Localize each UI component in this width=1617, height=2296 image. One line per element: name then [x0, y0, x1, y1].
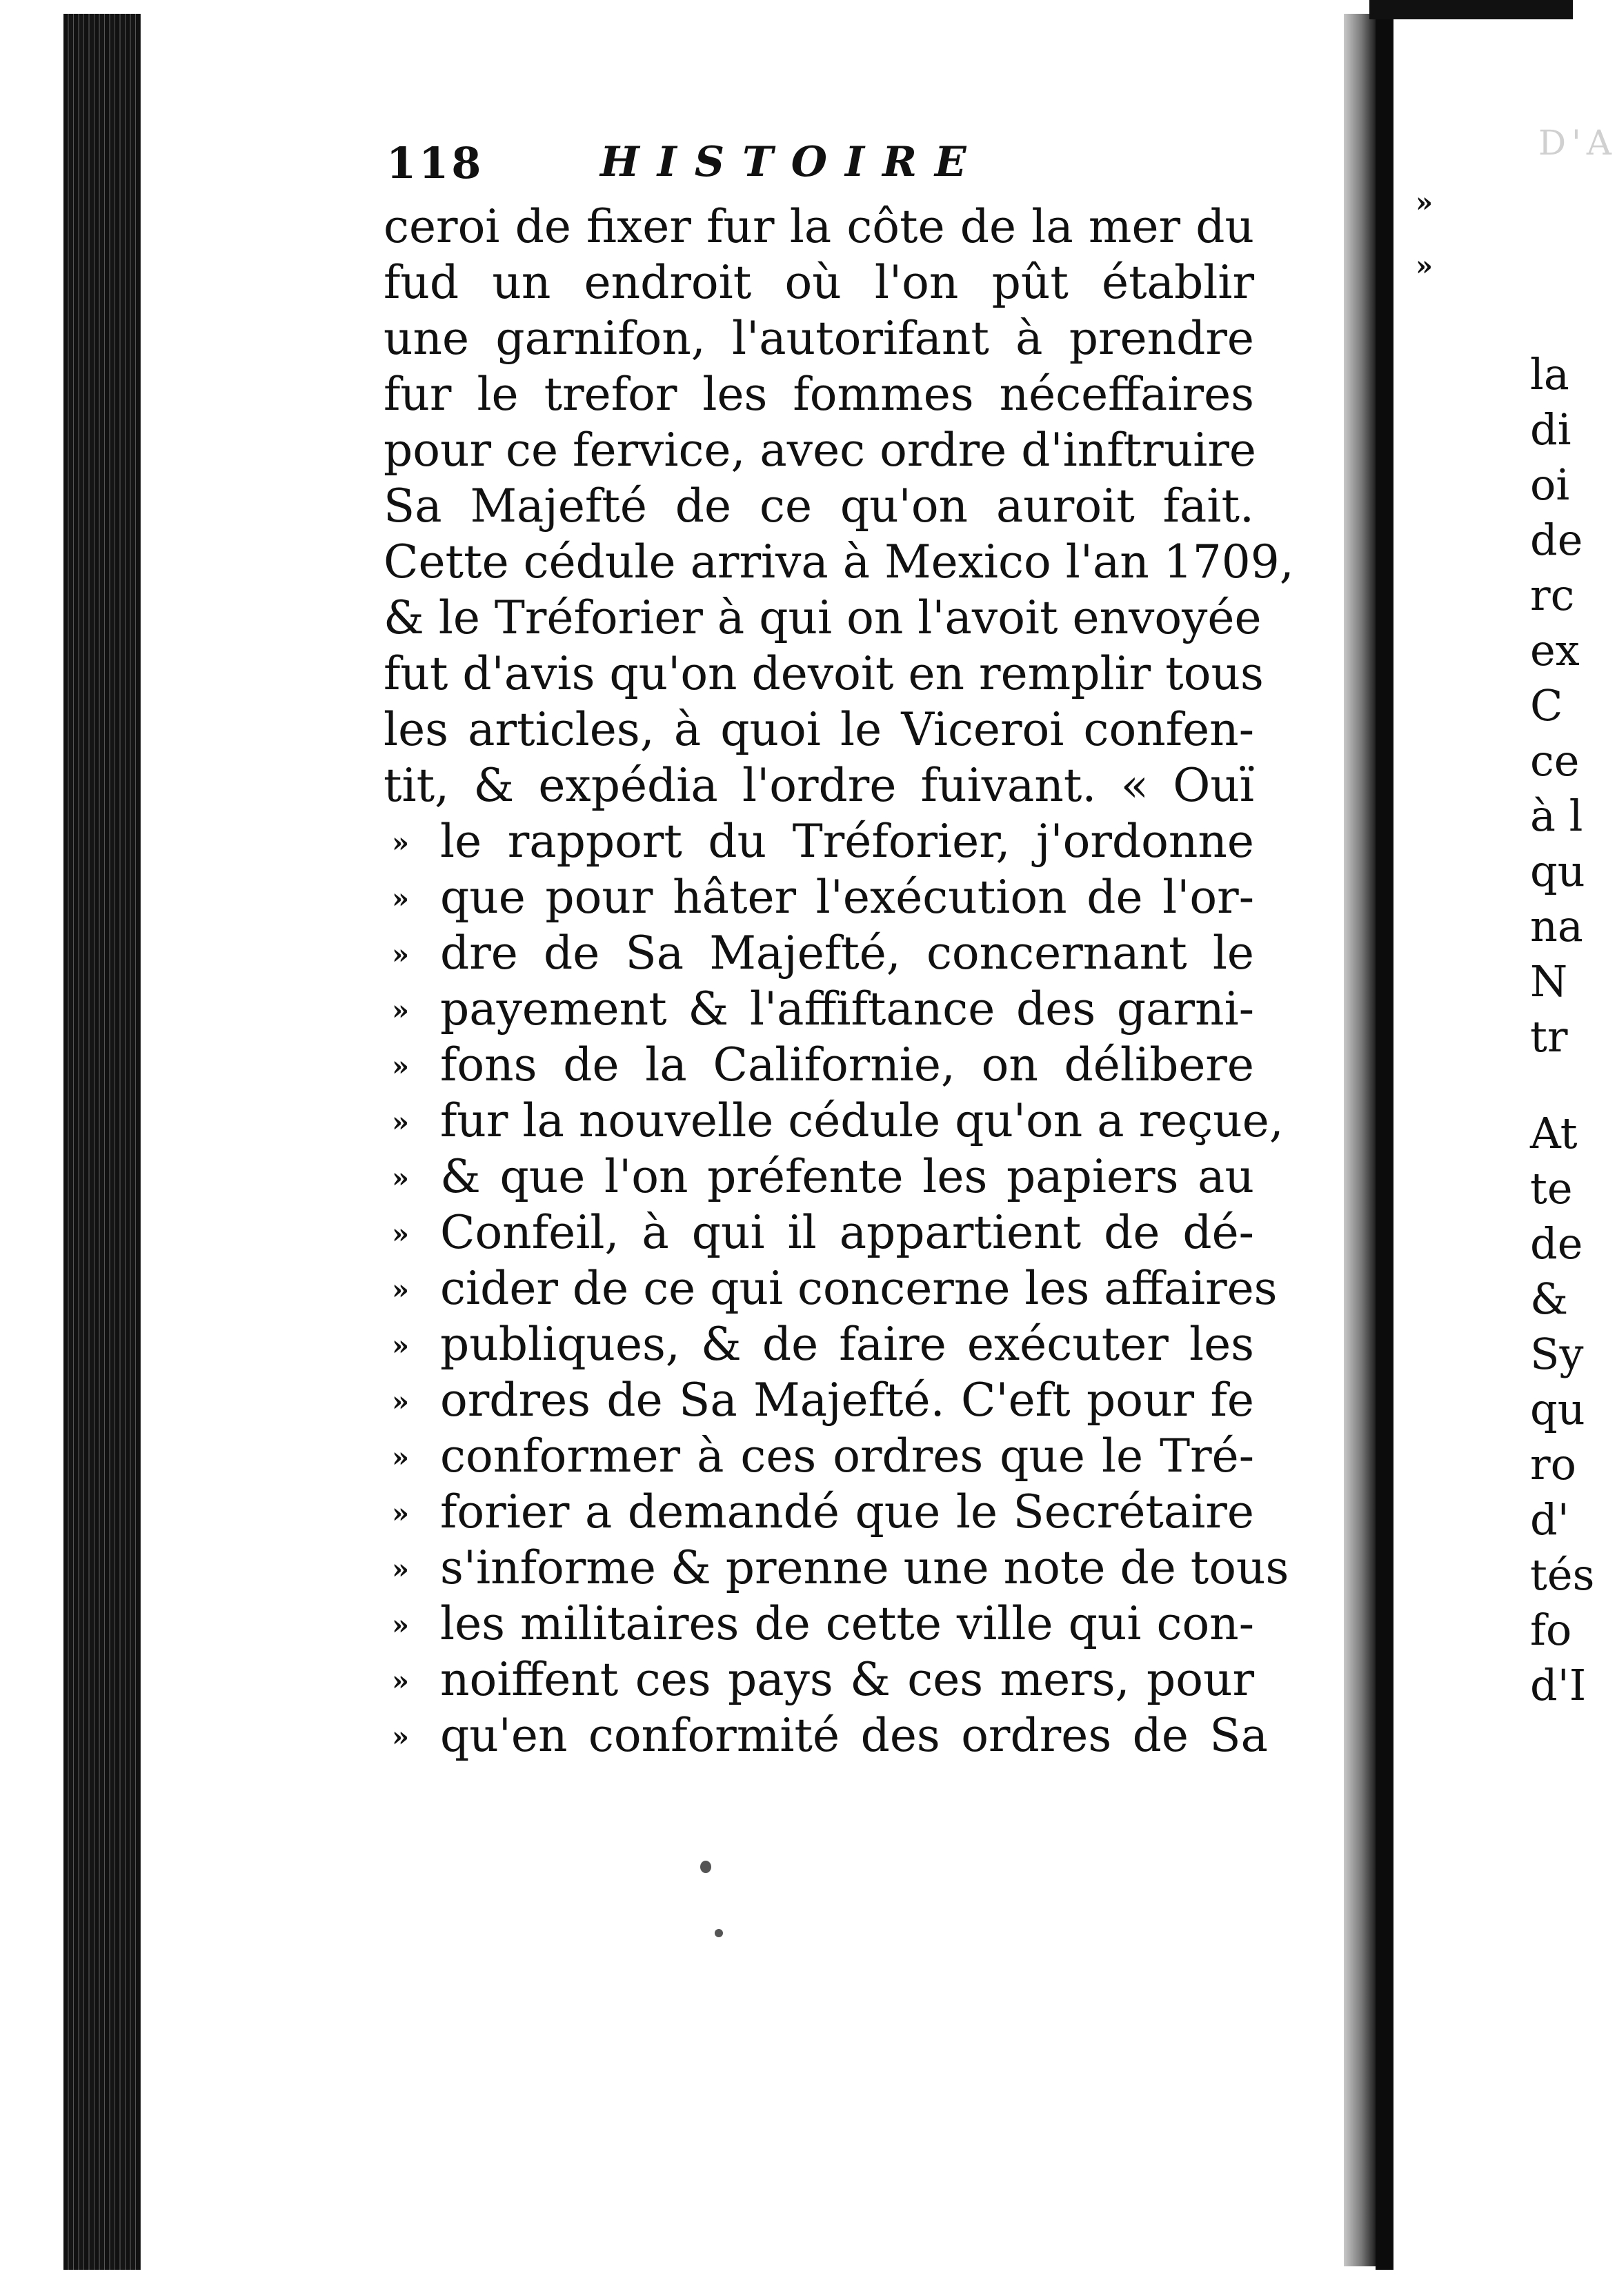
- text-line-content: le rapport du Tréforier, j'ordonne: [440, 815, 1254, 868]
- right-page-fragment: tés: [1530, 1550, 1595, 1600]
- quote-mark: »: [392, 1665, 409, 1697]
- text-line-content: pour ce fervice, avec ordre d'inftruire: [384, 424, 1256, 477]
- show-through-text: D'A: [1538, 123, 1617, 163]
- text-line: [384, 981, 1280, 1037]
- text-line-content: que pour hâter l'exécution de l'or-: [440, 871, 1254, 924]
- quote-mark: »: [1416, 186, 1433, 219]
- text-line-content: ceroi de fixer fur la côte de la mer du: [384, 200, 1254, 253]
- text-line: [384, 310, 1280, 366]
- right-page-fragment: &: [1530, 1274, 1569, 1324]
- text-line-content: Confeil, à qui il appartient de dé-: [440, 1206, 1254, 1259]
- text-line-content: ordres de Sa Majefté. C'eft pour fe: [440, 1374, 1254, 1427]
- text-line: [384, 813, 1280, 869]
- text-line: [384, 1708, 1280, 1763]
- page-number: 118: [386, 138, 484, 188]
- text-line: [384, 1652, 1280, 1708]
- text-line: [384, 478, 1280, 534]
- right-page-fragment: qu: [1530, 846, 1585, 896]
- text-line-content: les articles, à quoi le Viceroi confen-: [384, 703, 1254, 756]
- running-title: HISTOIRE: [600, 138, 984, 186]
- right-page-fragment: d': [1530, 1494, 1569, 1545]
- quote-mark: »: [392, 1162, 409, 1194]
- text-line-content: conformer à ces ordres que le Tré-: [440, 1429, 1254, 1483]
- text-line-content: qu'en conformité des ordres de Sa: [440, 1709, 1268, 1762]
- right-page-fragment: à l: [1530, 791, 1583, 841]
- right-page-fragment: C: [1530, 680, 1563, 731]
- right-page-fragment: fo: [1530, 1605, 1572, 1655]
- text-line-content: publiques, & de faire exécuter les: [440, 1318, 1254, 1371]
- text-line: [384, 646, 1280, 702]
- text-line: [384, 199, 1280, 255]
- text-line-content: forier a demandé que le Secrétaire: [440, 1485, 1254, 1538]
- quote-mark: »: [392, 1385, 409, 1418]
- text-line-content: une garnifon, l'autorifant à prendre: [384, 312, 1254, 365]
- text-line: [384, 1484, 1280, 1540]
- text-line: [384, 1037, 1280, 1093]
- text-line: [384, 1149, 1280, 1205]
- text-line: [384, 1540, 1289, 1596]
- book-page-right: [1393, 19, 1617, 2296]
- top-edge-shadow: [1369, 0, 1573, 19]
- spine-shadow: [1376, 14, 1393, 2270]
- quote-mark: »: [392, 994, 409, 1027]
- right-page-fragment: te: [1530, 1163, 1573, 1214]
- right-page-fragment: At: [1530, 1108, 1578, 1158]
- right-page-fragment: N: [1530, 956, 1568, 1007]
- right-page-fragment: d'I: [1530, 1660, 1587, 1710]
- right-page-fragment: na: [1530, 901, 1583, 951]
- quote-mark: »: [392, 1274, 409, 1306]
- right-page-fragment: ro: [1530, 1439, 1576, 1490]
- running-head: [386, 138, 1352, 193]
- text-line-content: fons de la Californie, on délibere: [440, 1038, 1254, 1091]
- quote-mark: »: [392, 1609, 409, 1641]
- quote-mark: »: [392, 1553, 409, 1585]
- text-line: [384, 925, 1280, 981]
- text-line-content: & le Tréforier à qui on l'avoit envoyée: [384, 591, 1262, 644]
- quote-mark: »: [392, 1721, 409, 1753]
- text-line-content: fut d'avis qu'on devoit en remplir tous: [384, 647, 1264, 700]
- text-line: [384, 1205, 1280, 1260]
- quote-mark: »: [392, 938, 409, 971]
- text-line-content: les militaires de cette ville qui con-: [440, 1597, 1254, 1650]
- text-line-content: fur le trefor les fommes néceffaires: [384, 368, 1254, 421]
- quote-mark: »: [392, 1441, 409, 1474]
- text-line-content: Sa Majefté de ce qu'on auroit fait.: [384, 479, 1254, 533]
- right-page-fragment: de: [1530, 515, 1583, 565]
- quote-mark: »: [392, 1329, 409, 1362]
- quote-mark: »: [392, 1106, 409, 1138]
- text-line: [384, 255, 1280, 310]
- quote-mark: »: [392, 1050, 409, 1082]
- right-page-fragment: de: [1530, 1218, 1583, 1269]
- scan-speck: [700, 1861, 711, 1873]
- text-line-content: cider de ce qui concerne les affaires: [440, 1262, 1278, 1315]
- text-line: [384, 869, 1280, 925]
- text-line: [384, 366, 1280, 422]
- text-line: [384, 1596, 1280, 1652]
- body-text: [384, 199, 1294, 1763]
- right-page-fragment: la: [1530, 349, 1569, 399]
- right-page-fragment: oi: [1530, 459, 1570, 510]
- quote-mark: »: [392, 827, 409, 859]
- right-page-fragment: Sy: [1530, 1329, 1584, 1379]
- text-line-content: & que l'on préfente les papiers au: [440, 1150, 1254, 1203]
- page-gutter: [1344, 14, 1376, 2266]
- scan-speck: [715, 1929, 723, 1937]
- quote-mark: »: [1416, 250, 1433, 282]
- text-line-content: tit, & expédia l'ordre fuivant. « Ouï: [384, 759, 1254, 812]
- text-line-content: payement & l'affiftance des garni-: [440, 982, 1254, 1036]
- text-line: [384, 1428, 1280, 1484]
- text-line: [384, 422, 1280, 478]
- text-line: [384, 1372, 1280, 1428]
- text-line-content: fud un endroit où l'on pût établir: [384, 256, 1254, 309]
- right-page-fragment: ce: [1530, 735, 1580, 786]
- right-page-fragment: di: [1530, 404, 1571, 455]
- text-line: [384, 1260, 1280, 1316]
- text-line-content: fur la nouvelle cédule qu'on a reçue,: [440, 1094, 1284, 1147]
- right-page-fragment: qu: [1530, 1384, 1585, 1434]
- text-line: [384, 534, 1294, 590]
- right-page-fragment: rc: [1530, 570, 1575, 620]
- text-line: [384, 1093, 1284, 1149]
- text-line: [384, 758, 1280, 813]
- quote-mark: »: [392, 1218, 409, 1250]
- right-page-fragment: ex: [1530, 625, 1580, 675]
- right-page-fragment: tr: [1530, 1011, 1568, 1062]
- text-line-content: s'informe & prenne une note de tous: [440, 1541, 1289, 1594]
- text-line: [384, 702, 1280, 758]
- text-line: [384, 1316, 1280, 1372]
- text-line-content: dre de Sa Majefté, concernant le: [440, 927, 1254, 980]
- page-edges-stack: [63, 14, 141, 2270]
- text-line: [384, 590, 1280, 646]
- quote-mark: »: [392, 1497, 409, 1530]
- text-line-content: Cette cédule arriva à Mexico l'an 1709,: [384, 535, 1294, 588]
- quote-mark: »: [392, 882, 409, 915]
- text-line-content: noiffent ces pays & ces mers, pour: [440, 1653, 1254, 1706]
